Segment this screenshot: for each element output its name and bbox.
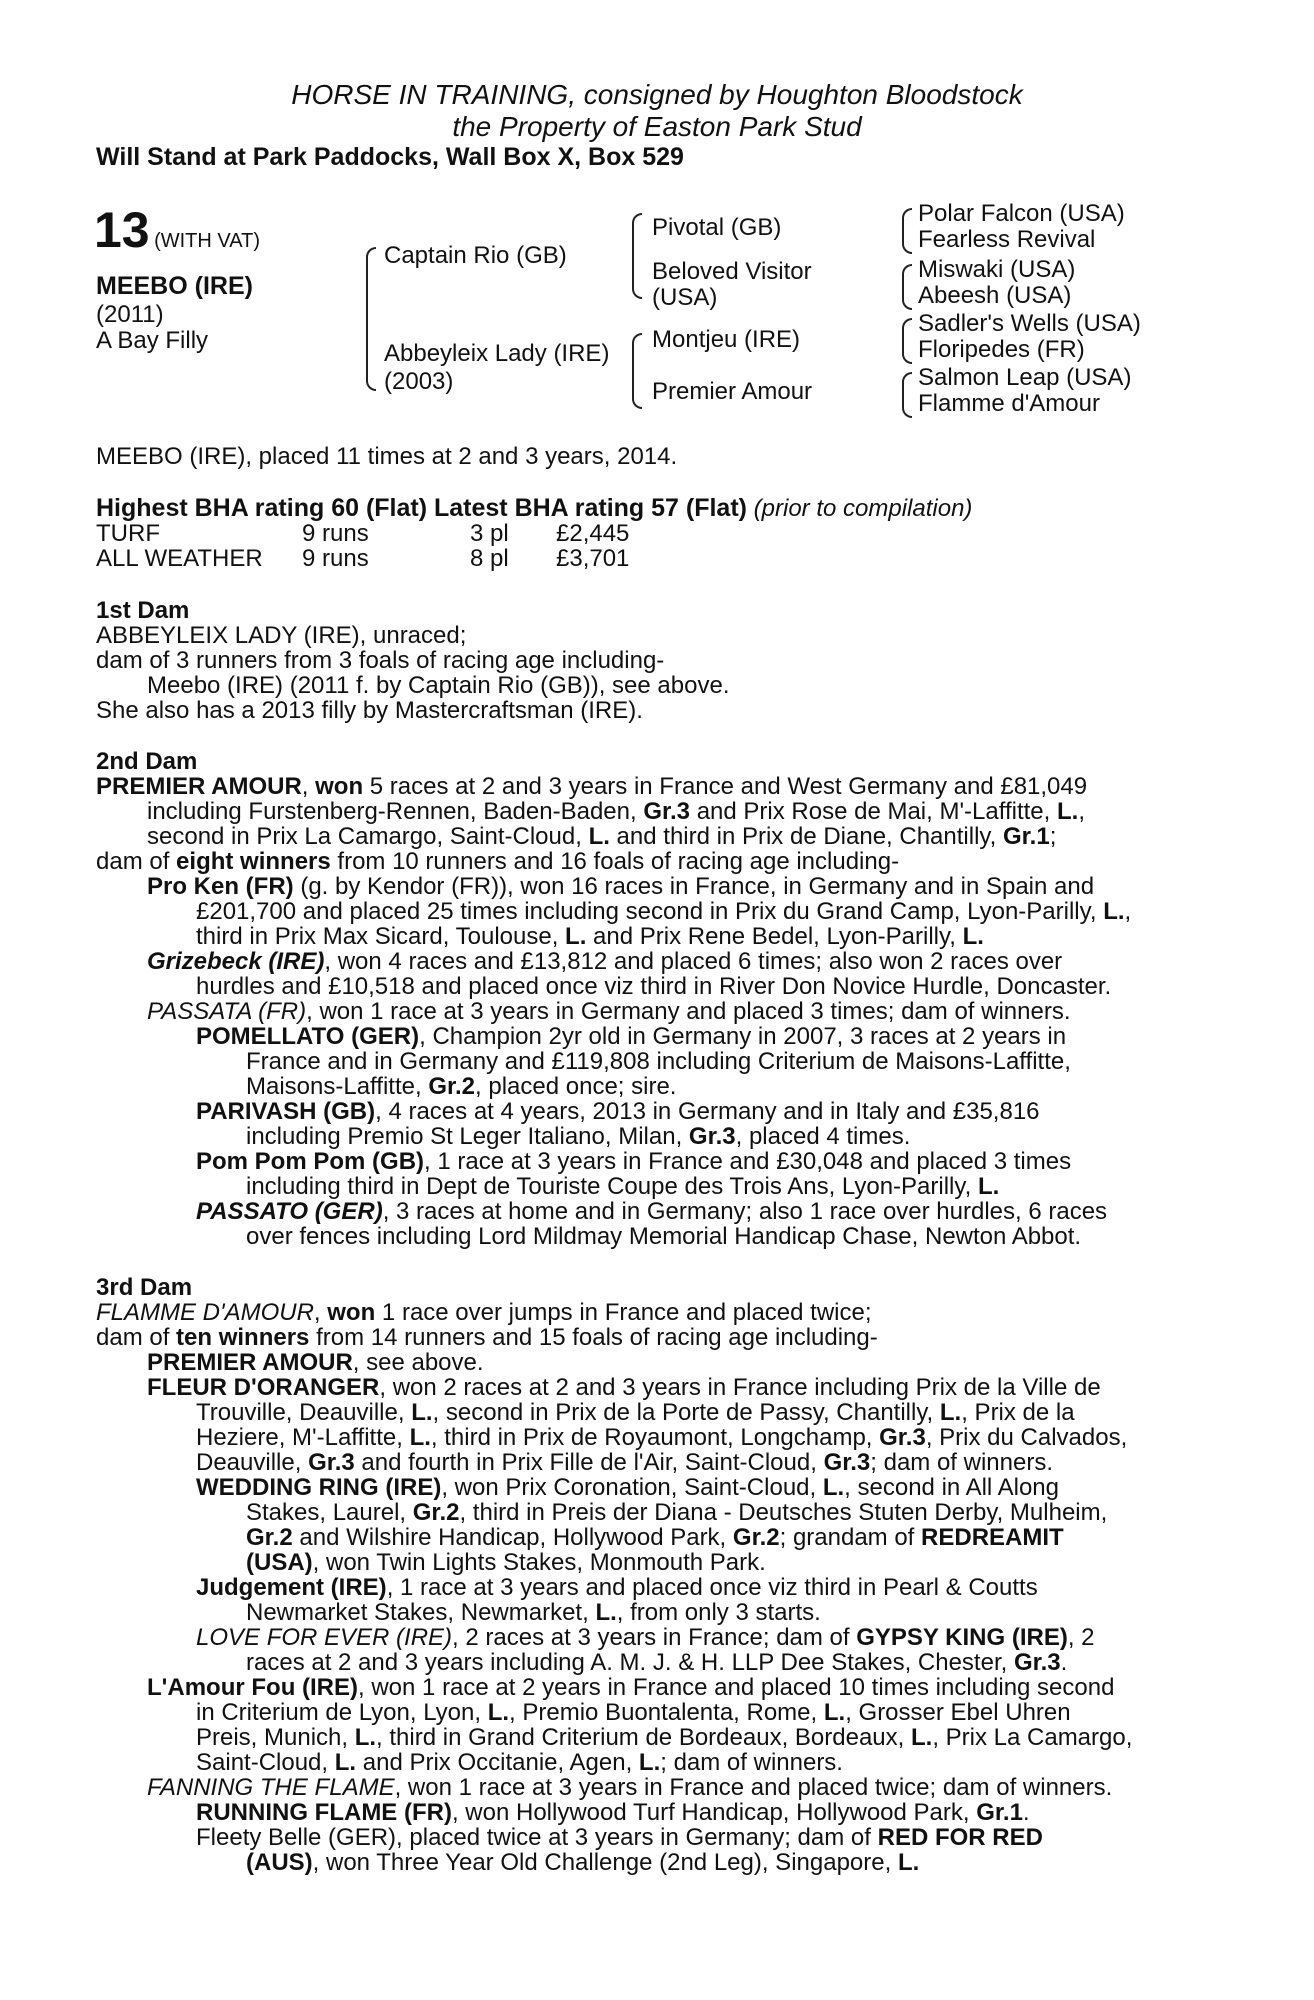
- dam-text-line: [196, 1575, 1038, 1600]
- text-span: from 14 runners and 15 foals of racing age including-: [309, 1324, 878, 1351]
- record-surface: TURF: [96, 520, 160, 547]
- text-span: ; grandam of: [779, 1524, 922, 1551]
- text-span: , placed 4 times.: [735, 1123, 911, 1150]
- text-span: ,: [1078, 798, 1085, 825]
- text-span: including third in Dept de Touriste Coupe des Trois Ans, Lyon-Parilly,: [246, 1173, 978, 1200]
- grade-label: L.: [1103, 898, 1125, 925]
- grade-label: L.: [822, 1474, 845, 1501]
- dam-text-line: [96, 849, 899, 874]
- dam-text-line: [246, 1124, 910, 1149]
- pedigree-sire-dam: Beloved Visitor: [652, 258, 812, 285]
- pedigree-dam-sire: Montjeu (IRE): [652, 326, 801, 353]
- text-span: , second in Prix de la Porte de Passy, Chantilly,: [432, 1399, 940, 1426]
- horse-name: WEDDING RING (IRE): [196, 1474, 442, 1501]
- grade-label: Gr.2: [246, 1524, 293, 1551]
- horse-name: Grizebeck (IRE): [147, 948, 325, 975]
- gen3-brace-4: [902, 372, 912, 418]
- grade-label: Gr.3: [879, 1424, 926, 1451]
- pedigree-sss: Polar Falcon (USA): [918, 200, 1125, 227]
- record-surface: ALL WEATHER: [96, 545, 263, 572]
- grade-label: Gr.3: [688, 1123, 736, 1150]
- sire-dam-brace: [366, 247, 376, 391]
- text-span: in Criterium de Lyon, Lyon,: [196, 1699, 488, 1726]
- text-span: , won 1 race at 3 years in Germany and placed 3 times; dam of winners.: [306, 998, 1071, 1025]
- text-span: , 1 race at 3 years and placed once viz third in Pearl & Coutts: [386, 1574, 1038, 1601]
- horse-name: PREMIER AMOUR: [147, 1349, 353, 1376]
- dam-text-line: [147, 949, 1062, 974]
- horse-name: PASSATA (FR): [147, 998, 307, 1025]
- horse-name: (USA): [246, 1549, 313, 1576]
- record-placed: 3 pl: [470, 520, 509, 547]
- horse-name: L'Amour Fou (IRE): [147, 1674, 359, 1701]
- record-prize: £2,445: [556, 520, 630, 547]
- dam-text-line: [196, 1099, 1040, 1124]
- pedigree-dsd: Floripedes (FR): [918, 336, 1085, 363]
- dam-text-line: [196, 1725, 1132, 1750]
- dam-text-line: over fences including Lord Mildmay Memorial Handicap Chase, Newton Abbot.: [246, 1223, 1082, 1250]
- text-span: ; dam of winners.: [660, 1749, 843, 1776]
- text-span: , 4 races at 4 years, 2013 in Germany and in Italy and £35,816: [375, 1098, 1040, 1125]
- dam-text-line: dam of 3 runners from 3 foals of racing age including-: [96, 647, 665, 674]
- text-span: , won 1 race at 2 years in France and placed 10 times including second: [358, 1674, 1115, 1701]
- grade-label: L.: [977, 1173, 1000, 1200]
- dam-text-line: [196, 1825, 1043, 1850]
- gen3-brace-3: [902, 318, 912, 364]
- dam-text-line: [246, 1174, 999, 1199]
- grade-label: L.: [939, 1399, 962, 1426]
- text-span: 1 race over jumps in France and placed twice;: [375, 1299, 872, 1326]
- text-span: Deauville,: [196, 1449, 309, 1476]
- text-span: , won 4 races and £13,812 and placed 6 times; also won 2 races over: [324, 948, 1063, 975]
- won-label: won: [315, 773, 364, 800]
- text-span: and third in Prix de Diane, Chantilly,: [609, 823, 1003, 850]
- dam-line-brace: [632, 333, 642, 409]
- text-span: , 1 race at 3 years in France and £30,048 and placed 3 times: [424, 1148, 1072, 1175]
- grade-label: L.: [588, 823, 610, 850]
- grade-label: Gr.2: [412, 1499, 460, 1526]
- text-span: , won Three Year Old Challenge (2nd Leg), Singapore,: [312, 1849, 898, 1876]
- foaling-year: (2011): [96, 301, 164, 328]
- pedigree-dss: Sadler's Wells (USA): [918, 310, 1141, 337]
- grade-label: Gr.2: [428, 1073, 476, 1100]
- dam-text-line: [246, 1500, 1107, 1525]
- pedigree-dam: Abbeyleix Lady (IRE): [384, 340, 610, 367]
- lot-block: [94, 202, 260, 258]
- horse-name: RUNNING FLAME (FR): [196, 1799, 452, 1826]
- stand-location: Will Stand at Park Paddocks, Wall Box X, Box 529: [96, 143, 684, 171]
- sire-line-brace: [632, 213, 642, 299]
- dam-text-line: [246, 1600, 821, 1625]
- dam-text-line: [96, 1325, 878, 1350]
- grade-label: L.: [1057, 798, 1079, 825]
- text-span: , 2 races at 3 years in France; dam of: [452, 1624, 857, 1651]
- text-span: and Prix Occitanie, Agen,: [356, 1749, 639, 1776]
- text-span: and Prix Rene Bedel, Lyon-Parilly,: [586, 923, 963, 950]
- vat-note: (WITH VAT): [154, 230, 260, 252]
- text-span: including Premio St Leger Italiano, Milan,: [246, 1123, 689, 1150]
- pedigree-ddd: Flamme d'Amour: [918, 390, 1100, 417]
- rating-line: [96, 496, 972, 521]
- text-span: ,: [1124, 898, 1132, 925]
- lot-number: 13: [94, 202, 150, 258]
- text-span: , Champion 2yr old in Germany in 2007, 3 races at 2 years in: [419, 1023, 1067, 1050]
- text-span: , Premio Buontalenta, Rome,: [509, 1699, 824, 1726]
- horse-name: POMELLATO (GER): [196, 1023, 420, 1050]
- gen3-brace-1: [902, 208, 912, 254]
- pedigree-sire-sire: Pivotal (GB): [652, 214, 782, 241]
- dam-text-line: [246, 1550, 766, 1575]
- text-span: and Prix Rose de Mai, M'-Laffitte,: [690, 798, 1057, 825]
- catalogue-heading: HORSE IN TRAINING, consigned by Houghton Bloodstock: [291, 79, 1023, 110]
- grade-label: L.: [595, 1599, 617, 1626]
- grade-label: Gr.3: [643, 798, 691, 825]
- pedigree-dam-dam: Premier Amour: [652, 378, 813, 405]
- grade-label: Gr.1: [1002, 823, 1050, 850]
- dam-text-line: [96, 774, 1087, 799]
- dam-text-line: [196, 1425, 1127, 1450]
- text-span: Stakes, Laurel,: [246, 1499, 413, 1526]
- dam-text-line: hurdles and £10,518 and placed once viz third in River Don Novice Hurdle, Doncaster.: [196, 973, 1112, 1000]
- pedigree-sds: Miswaki (USA): [918, 256, 1076, 283]
- dam-text-line: [147, 799, 1085, 824]
- won-label: won: [327, 1299, 376, 1326]
- text-span: .: [1060, 1649, 1068, 1676]
- grade-label: L.: [334, 1749, 357, 1776]
- record-runs: 9 runs: [302, 520, 369, 547]
- text-span: Saint-Cloud,: [196, 1749, 335, 1776]
- text-span: ,: [301, 773, 316, 800]
- grade-label: L.: [409, 1424, 431, 1451]
- text-span: , third in Preis der Diana - Deutsches Stuten Derby, Mulheim,: [459, 1499, 1108, 1526]
- dam-text-line: [147, 1775, 1112, 1800]
- dam-text-line: [196, 1700, 1071, 1725]
- text-span: , 3 races at home and in Germany; also 1 race over hurdles, 6 races: [382, 1198, 1108, 1225]
- text-span: ,: [313, 1299, 328, 1326]
- text-span: Trouville, Deauville,: [196, 1399, 412, 1426]
- horse-description: A Bay Filly: [96, 327, 209, 354]
- text-span: , Prix du Calvados,: [925, 1424, 1128, 1451]
- horse-name: PREMIER AMOUR: [96, 773, 302, 800]
- gen3-brace-2: [902, 264, 912, 310]
- horse-name: RED FOR RED: [877, 1824, 1043, 1851]
- text-span: , placed once; sire.: [475, 1073, 677, 1100]
- text-span: second in Prix La Camargo, Saint-Cloud,: [147, 823, 589, 850]
- dam-text-line: [196, 1199, 1107, 1224]
- record-prize: £3,701: [556, 545, 630, 572]
- catalogue-subheading: the Property of Easton Park Stud: [452, 111, 862, 142]
- record-placed: 8 pl: [470, 545, 509, 572]
- text-span: , won 1 race at 3 years in France and placed twice; dam of winners.: [394, 1774, 1113, 1801]
- text-span: , won Twin Lights Stakes, Monmouth Park.: [312, 1549, 766, 1576]
- horse-name: PARIVASH (GB): [196, 1098, 376, 1125]
- dam-text-line: [196, 1450, 1053, 1475]
- text-span: , see above.: [352, 1349, 484, 1376]
- dam-text-line: [147, 1675, 1114, 1700]
- dam-text-line: [196, 899, 1131, 924]
- dam-text-line: [196, 1625, 1095, 1650]
- horse-name: Pom Pom Pom (GB): [196, 1148, 425, 1175]
- text-span: , 2: [1067, 1624, 1095, 1651]
- dam-text-line: [196, 1024, 1066, 1049]
- text-span: races at 2 and 3 years including A. M. J. & H. LLP Dee Stakes, Chester,: [246, 1649, 1014, 1676]
- horse-name: REDREAMIT: [921, 1524, 1064, 1551]
- dam-text-line: Meebo (IRE) (2011 f. by Captain Rio (GB)), see above.: [147, 672, 730, 699]
- text-span: and Wilshire Handicap, Hollywood Park,: [292, 1524, 733, 1551]
- horse-name: (AUS): [246, 1849, 313, 1876]
- pedigree-sire: Captain Rio (GB): [384, 242, 567, 269]
- grade-label: Gr.2: [732, 1524, 780, 1551]
- text-span: , Grosser Ebel Uhren: [845, 1699, 1071, 1726]
- dam-text-line: [196, 924, 984, 949]
- grade-label: L.: [823, 1699, 846, 1726]
- grade-label: Gr.3: [823, 1449, 871, 1476]
- text-span: dam of: [96, 1324, 177, 1351]
- text-span: Preis, Munich,: [196, 1724, 355, 1751]
- horse-name: MEEBO (IRE): [96, 272, 253, 300]
- horse-name: Pro Ken (FR): [147, 873, 294, 900]
- text-span: , Prix La Camargo,: [932, 1724, 1133, 1751]
- pedigree-sdd: Abeesh (USA): [918, 282, 1072, 309]
- winners-count: eight winners: [176, 848, 331, 875]
- text-span: Heziere, M'-Laffitte,: [196, 1424, 410, 1451]
- horse-name: FLEUR D'ORANGER: [147, 1374, 380, 1401]
- rating-note: (prior to compilation): [753, 495, 973, 522]
- text-span: , won Prix Coronation, Saint-Cloud,: [441, 1474, 823, 1501]
- horse-name: LOVE FOR EVER (IRE): [196, 1624, 453, 1651]
- dam-text-line: [196, 1800, 1030, 1825]
- horse-name: FLAMME D'AMOUR: [96, 1299, 314, 1326]
- grade-label: L.: [897, 1849, 920, 1876]
- dam-text-line: [246, 1074, 676, 1099]
- text-span: £201,700 and placed 25 times including second in Prix du Grand Camp, Lyon-Parilly,: [196, 898, 1104, 925]
- horse-name: GYPSY KING (IRE): [856, 1624, 1068, 1651]
- horse-name: PASSATO (GER): [196, 1198, 383, 1225]
- dam-text-line: She also has a 2013 filly by Mastercraftsman (IRE).: [96, 697, 643, 724]
- horse-name: Judgement (IRE): [196, 1574, 387, 1601]
- dam-text-line: [246, 1650, 1067, 1675]
- pedigree-ssd: Fearless Revival: [918, 226, 1096, 253]
- section-heading: 1st Dam: [96, 597, 190, 624]
- section-heading: 3rd Dam: [96, 1274, 193, 1301]
- pedigree-dds: Salmon Leap (USA): [918, 364, 1132, 391]
- dam-text-line: [147, 1350, 484, 1375]
- text-span: , second in All Along: [844, 1474, 1059, 1501]
- rating-text: Highest BHA rating 60 (Flat) Latest BHA rating 57 (Flat): [96, 494, 747, 522]
- dam-text-line: [147, 1375, 1101, 1400]
- grade-label: Gr.1: [976, 1799, 1023, 1826]
- text-span: .: [1022, 1799, 1030, 1826]
- dam-text-line: [147, 999, 1071, 1024]
- dam-text-line: [246, 1850, 919, 1875]
- text-span: , won Hollywood Turf Handicap, Hollywood Park,: [451, 1799, 977, 1826]
- grade-label: Gr.3: [1013, 1649, 1061, 1676]
- text-span: Maisons-Laffitte,: [246, 1073, 429, 1100]
- section-heading: 2nd Dam: [96, 748, 198, 775]
- text-span: from 10 runners and 16 foals of racing age including-: [330, 848, 900, 875]
- grade-label: L.: [638, 1749, 661, 1776]
- text-span: Newmarket Stakes, Newmarket,: [246, 1599, 596, 1626]
- winners-count: ten winners: [176, 1324, 310, 1351]
- grade-label: L.: [910, 1724, 933, 1751]
- text-span: , third in Prix de Royaumont, Longchamp,: [430, 1424, 880, 1451]
- record-runs: 9 runs: [302, 545, 369, 572]
- text-span: ;: [1049, 823, 1057, 850]
- dam-text-line: [147, 874, 1094, 899]
- dam-text-line: [147, 824, 1056, 849]
- dam-text-line: [196, 1750, 843, 1775]
- text-span: Fleety Belle (GER), placed twice at 3 years in Germany; dam of: [196, 1824, 878, 1851]
- dam-text-line: France and in Germany and £119,808 including Criterium de Maisons-Laffitte,: [246, 1048, 1071, 1075]
- text-span: including Furstenberg-Rennen, Baden-Baden,: [147, 798, 644, 825]
- dam-text-line: [196, 1149, 1071, 1174]
- text-span: , won 2 races at 2 and 3 years in France including Prix de la Ville de: [379, 1374, 1101, 1401]
- grade-label: Gr.3: [308, 1449, 355, 1476]
- pedigree-dam-year: (2003): [384, 368, 454, 395]
- horse-name: FANNING THE FLAME: [147, 1774, 395, 1801]
- pedigree-sire-dam-country: (USA): [652, 284, 718, 311]
- text-span: , from only 3 starts.: [616, 1599, 821, 1626]
- dam-text-line: [196, 1400, 1075, 1425]
- dam-text-line: ABBEYLEIX LADY (IRE), unraced;: [96, 622, 467, 649]
- text-span: , third in Grand Criterium de Bordeaux, Bordeaux,: [376, 1724, 911, 1751]
- grade-label: L.: [411, 1399, 433, 1426]
- grade-label: L.: [962, 923, 984, 950]
- text-span: dam of: [96, 848, 177, 875]
- race-summary: MEEBO (IRE), placed 11 times at 2 and 3 years, 2014.: [96, 443, 678, 470]
- text-span: third in Prix Max Sicard, Toulouse,: [196, 923, 566, 950]
- text-span: 5 races at 2 and 3 years in France and West Germany and £81,049: [363, 773, 1088, 800]
- text-span: and fourth in Prix Fille de l'Air, Saint-Cloud,: [354, 1449, 824, 1476]
- dam-text-line: [246, 1525, 1064, 1550]
- grade-label: L.: [354, 1724, 377, 1751]
- text-span: (g. by Kendor (FR)), won 16 races in France, in Germany and in Spain and: [293, 873, 1095, 900]
- grade-label: L.: [565, 923, 587, 950]
- text-span: , Prix de la: [961, 1399, 1075, 1426]
- grade-label: L.: [487, 1699, 510, 1726]
- text-span: ; dam of winners.: [870, 1449, 1054, 1476]
- dam-text-line: [196, 1475, 1059, 1500]
- dam-text-line: [96, 1300, 872, 1325]
